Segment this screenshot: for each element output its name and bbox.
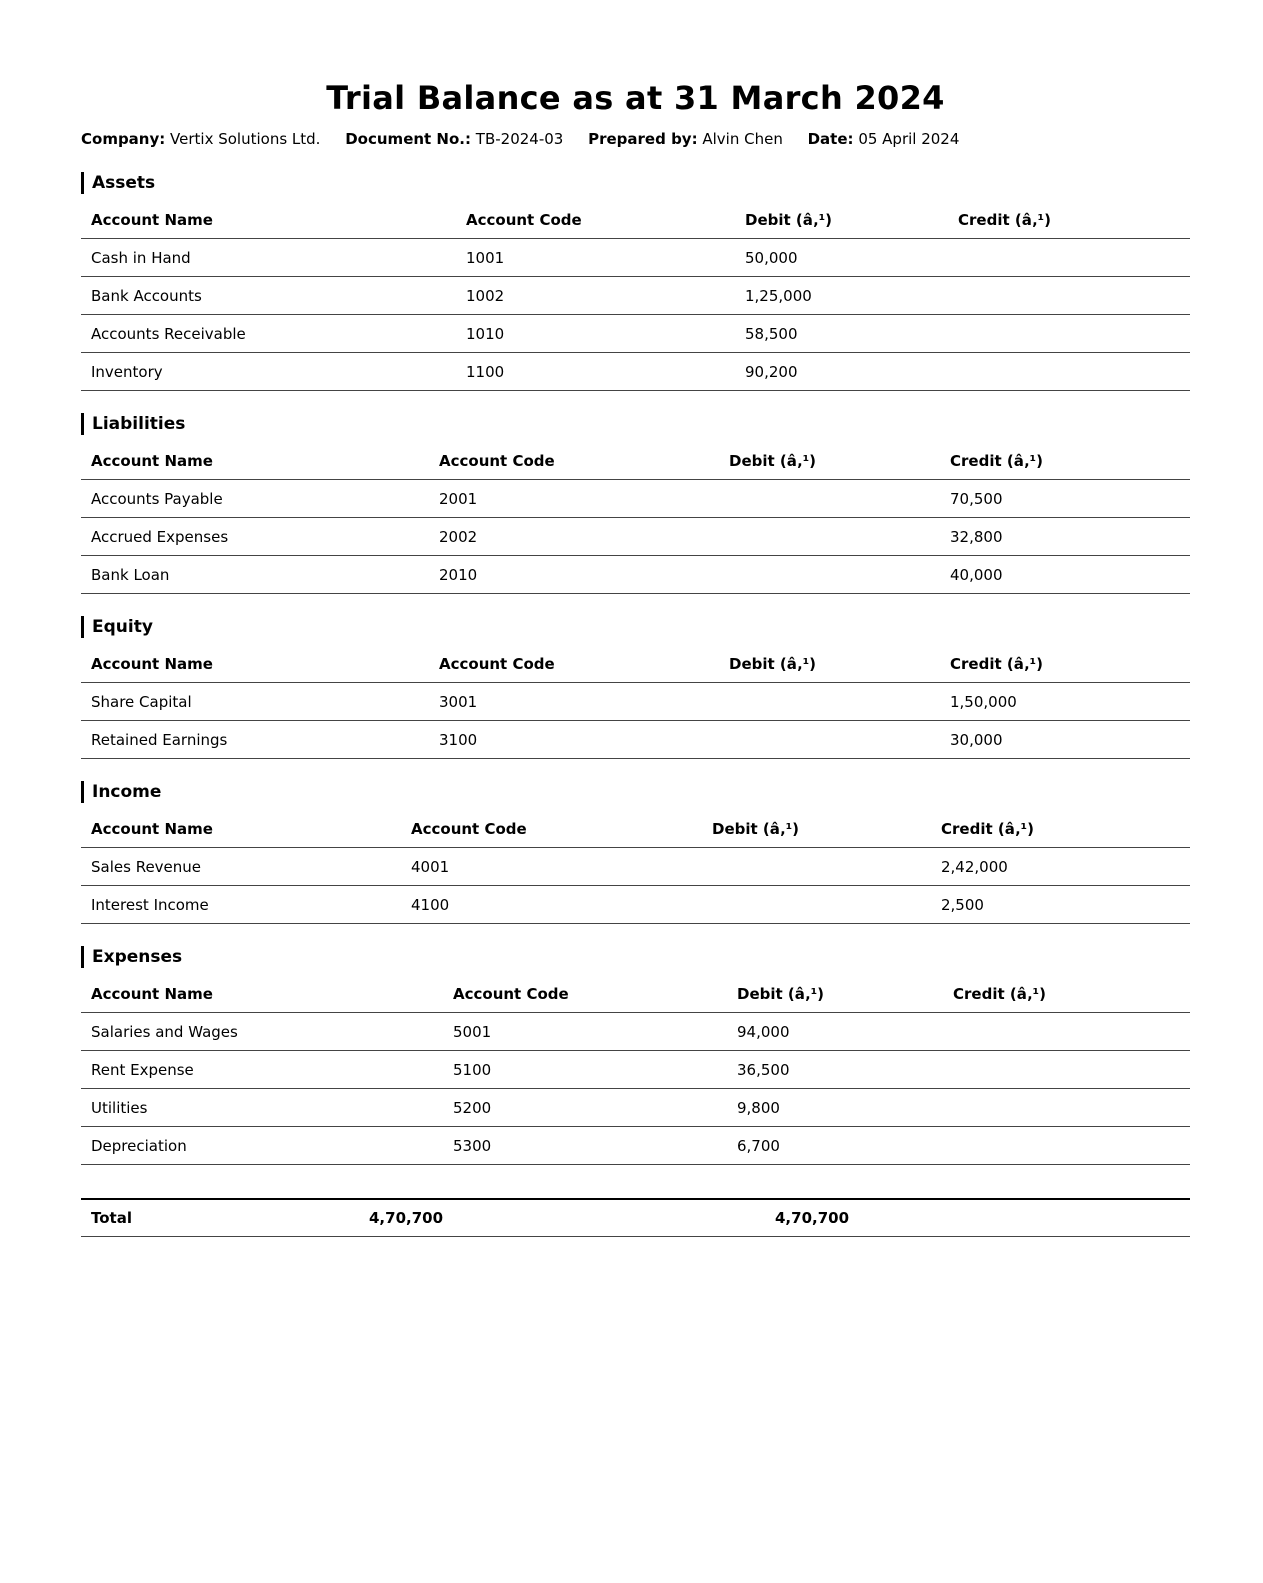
- column-header-account-code: Account Code: [429, 645, 719, 683]
- section-title: Equity: [81, 616, 1190, 638]
- table-row: [81, 683, 1190, 721]
- total-row: [81, 1199, 1190, 1237]
- table-row: [81, 480, 1190, 518]
- cell-credit: [943, 1013, 1190, 1051]
- cell-debit: [719, 683, 940, 721]
- cell-account-name: Sales Revenue: [81, 848, 401, 886]
- meta-company: [81, 130, 320, 148]
- cell-debit: [719, 721, 940, 759]
- cell-account-code: 1002: [456, 277, 735, 315]
- cell-account-code: 3001: [429, 683, 719, 721]
- table-row: [81, 556, 1190, 594]
- column-header-debit: Debit (â‚¹): [719, 645, 940, 683]
- meta-date-label: Date:: [807, 130, 854, 148]
- cell-credit: 1,50,000: [940, 683, 1190, 721]
- table-row: [81, 848, 1190, 886]
- cell-debit: [719, 518, 940, 556]
- meta-document-no-value: TB-2024-03: [475, 130, 564, 148]
- table-header-row: [81, 810, 1190, 848]
- cell-account-code: 1100: [456, 353, 735, 391]
- cell-debit: [719, 556, 940, 594]
- cell-debit: [702, 848, 931, 886]
- totals-section: [81, 1198, 1190, 1237]
- cell-debit: 90,200: [735, 353, 948, 391]
- cell-debit: 6,700: [727, 1127, 943, 1165]
- table-row: [81, 277, 1190, 315]
- table-row: [81, 518, 1190, 556]
- total-credit: 4,70,700: [765, 1199, 1190, 1237]
- cell-account-code: 5300: [443, 1127, 727, 1165]
- trial-balance-document: [81, 0, 1190, 1237]
- table-header-row: [81, 442, 1190, 480]
- document-meta: [81, 129, 1190, 149]
- cell-account-code: 4001: [401, 848, 702, 886]
- cell-account-code: 2001: [429, 480, 719, 518]
- section-title: Expenses: [81, 946, 1190, 968]
- cell-credit: [943, 1127, 1190, 1165]
- table-header-row: [81, 975, 1190, 1013]
- column-header-credit: Credit (â‚¹): [940, 645, 1190, 683]
- cell-account-code: 4100: [401, 886, 702, 924]
- table-row: [81, 239, 1190, 277]
- meta-prepared-by-label: Prepared by:: [588, 130, 698, 148]
- table-row: [81, 721, 1190, 759]
- cell-debit: 50,000: [735, 239, 948, 277]
- cell-account-name: Depreciation: [81, 1127, 443, 1165]
- section-liabilities: [81, 413, 1190, 594]
- totals-table: [81, 1198, 1190, 1237]
- cell-credit: 30,000: [940, 721, 1190, 759]
- column-header-account-code: Account Code: [429, 442, 719, 480]
- cell-account-name: Rent Expense: [81, 1051, 443, 1089]
- cell-account-code: 5100: [443, 1051, 727, 1089]
- cell-credit: 2,42,000: [931, 848, 1190, 886]
- section-income: [81, 781, 1190, 924]
- cell-account-code: 2002: [429, 518, 719, 556]
- section-title: Liabilities: [81, 413, 1190, 435]
- page-title: Trial Balance as at 31 March 2024: [326, 79, 945, 117]
- cell-debit: 1,25,000: [735, 277, 948, 315]
- table-header-row: [81, 645, 1190, 683]
- meta-company-value: Vertix Solutions Ltd.: [170, 130, 321, 148]
- column-header-debit: Debit (â‚¹): [727, 975, 943, 1013]
- cell-credit: [943, 1051, 1190, 1089]
- cell-account-name: Utilities: [81, 1089, 443, 1127]
- cell-account-name: Share Capital: [81, 683, 429, 721]
- cell-account-code: 5001: [443, 1013, 727, 1051]
- total-debit: 4,70,700: [359, 1199, 765, 1237]
- table-row: [81, 1051, 1190, 1089]
- table-row: [81, 315, 1190, 353]
- table-row: [81, 1089, 1190, 1127]
- column-header-account-code: Account Code: [443, 975, 727, 1013]
- cell-account-code: 3100: [429, 721, 719, 759]
- meta-document-no-label: Document No.:: [345, 130, 471, 148]
- column-header-debit: Debit (â‚¹): [735, 201, 948, 239]
- table-header-row: [81, 201, 1190, 239]
- cell-account-name: Salaries and Wages: [81, 1013, 443, 1051]
- table-row: [81, 1127, 1190, 1165]
- cell-debit: 94,000: [727, 1013, 943, 1051]
- meta-company-label: Company:: [81, 130, 166, 148]
- table-row: [81, 886, 1190, 924]
- column-header-account-code: Account Code: [456, 201, 735, 239]
- meta-prepared-by-value: Alvin Chen: [702, 130, 783, 148]
- section-title: Assets: [81, 172, 1190, 194]
- cell-account-name: Bank Accounts: [81, 277, 456, 315]
- cell-credit: 70,500: [940, 480, 1190, 518]
- cell-account-name: Interest Income: [81, 886, 401, 924]
- column-header-account-name: Account Name: [81, 201, 456, 239]
- meta-date-value: 05 April 2024: [858, 130, 960, 148]
- column-header-account-name: Account Name: [81, 810, 401, 848]
- equity-table: [81, 645, 1190, 759]
- cell-account-name: Inventory: [81, 353, 456, 391]
- section-assets: [81, 172, 1190, 391]
- section-title: Income: [81, 781, 1190, 803]
- section-expenses: [81, 946, 1190, 1165]
- column-header-credit: Credit (â‚¹): [931, 810, 1190, 848]
- table-row: [81, 1013, 1190, 1051]
- cell-account-name: Accounts Receivable: [81, 315, 456, 353]
- cell-debit: 9,800: [727, 1089, 943, 1127]
- cell-account-name: Bank Loan: [81, 556, 429, 594]
- cell-account-name: Cash in Hand: [81, 239, 456, 277]
- cell-credit: 40,000: [940, 556, 1190, 594]
- column-header-account-name: Account Name: [81, 442, 429, 480]
- cell-credit: [943, 1089, 1190, 1127]
- assets-table: [81, 201, 1190, 391]
- cell-account-code: 1001: [456, 239, 735, 277]
- column-header-credit: Credit (â‚¹): [943, 975, 1190, 1013]
- meta-prepared-by: [588, 130, 783, 148]
- cell-account-code: 1010: [456, 315, 735, 353]
- liabilities-table: [81, 442, 1190, 594]
- cell-credit: 2,500: [931, 886, 1190, 924]
- cell-credit: 32,800: [940, 518, 1190, 556]
- column-header-account-name: Account Name: [81, 975, 443, 1013]
- column-header-account-name: Account Name: [81, 645, 429, 683]
- table-row: [81, 353, 1190, 391]
- meta-document-no: [345, 130, 563, 148]
- cell-debit: [702, 886, 931, 924]
- cell-credit: [948, 239, 1190, 277]
- cell-debit: [719, 480, 940, 518]
- column-header-debit: Debit (â‚¹): [719, 442, 940, 480]
- cell-account-code: 5200: [443, 1089, 727, 1127]
- cell-credit: [948, 315, 1190, 353]
- section-equity: [81, 616, 1190, 759]
- total-label: Total: [81, 1199, 359, 1237]
- column-header-debit: Debit (â‚¹): [702, 810, 931, 848]
- column-header-credit: Credit (â‚¹): [948, 201, 1190, 239]
- column-header-account-code: Account Code: [401, 810, 702, 848]
- cell-credit: [948, 277, 1190, 315]
- cell-debit: 58,500: [735, 315, 948, 353]
- income-table: [81, 810, 1190, 924]
- cell-credit: [948, 353, 1190, 391]
- cell-account-name: Accounts Payable: [81, 480, 429, 518]
- expenses-table: [81, 975, 1190, 1165]
- meta-date: [808, 130, 960, 148]
- cell-debit: 36,500: [727, 1051, 943, 1089]
- cell-account-name: Retained Earnings: [81, 721, 429, 759]
- cell-account-code: 2010: [429, 556, 719, 594]
- column-header-credit: Credit (â‚¹): [940, 442, 1190, 480]
- cell-account-name: Accrued Expenses: [81, 518, 429, 556]
